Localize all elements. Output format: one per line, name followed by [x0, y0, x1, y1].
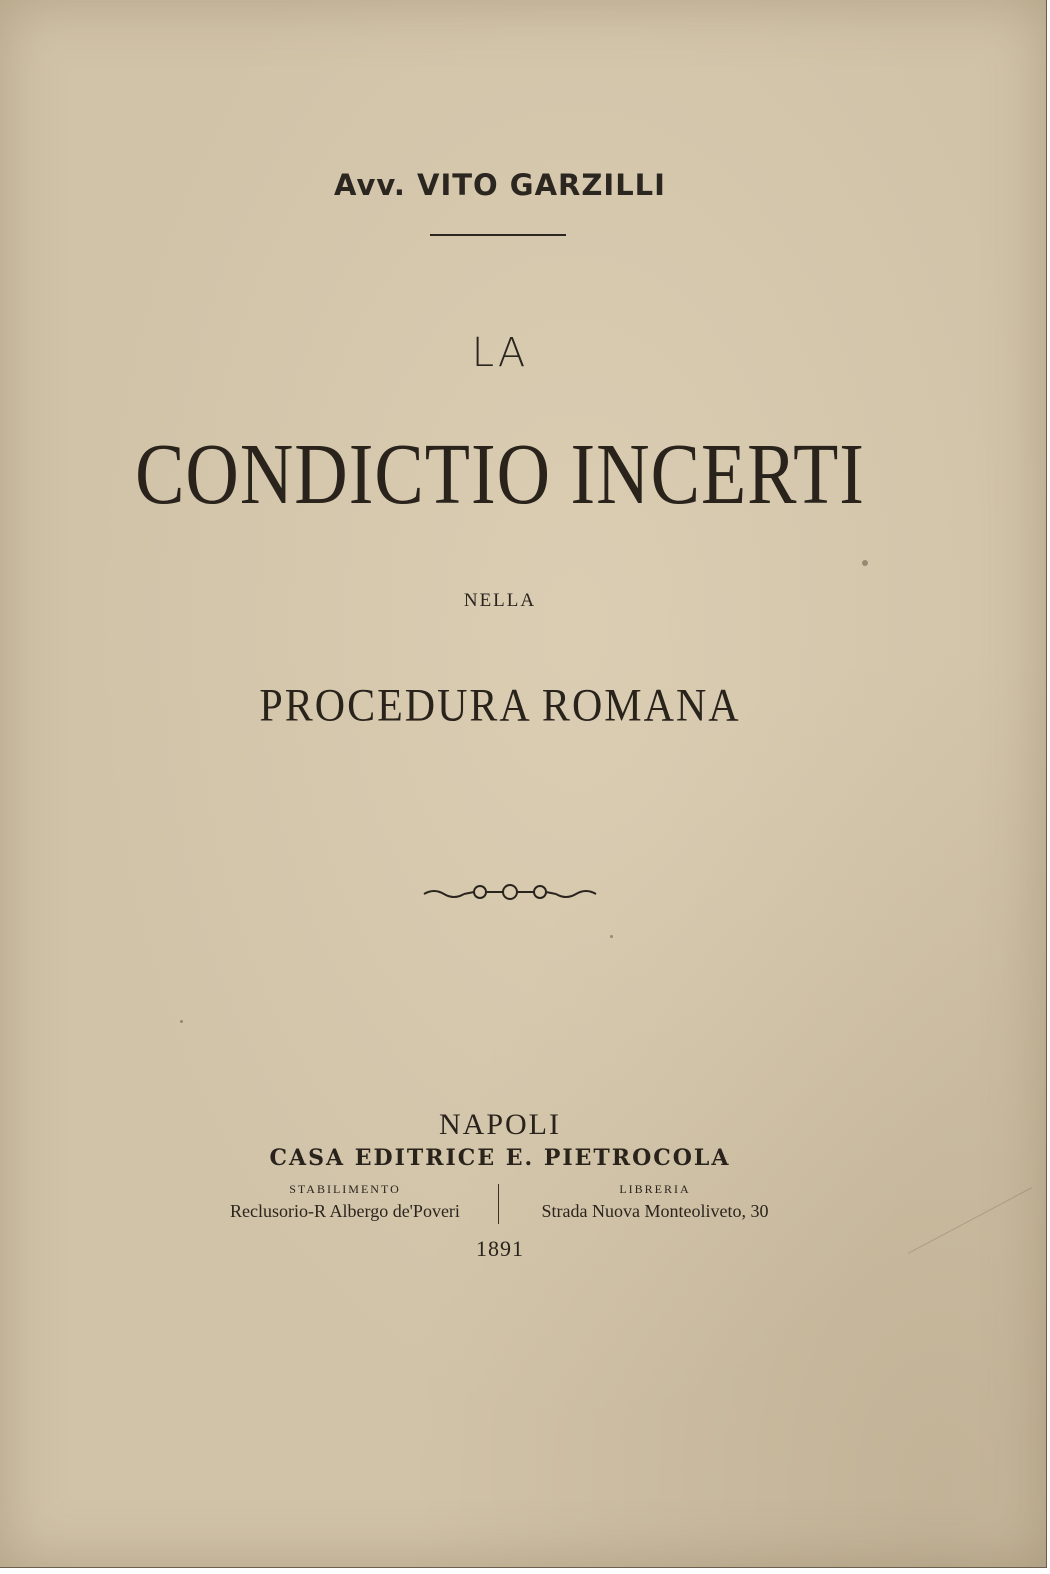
- publisher-addresses: [190, 1182, 810, 1232]
- publication-year: 1891: [476, 1236, 524, 1261]
- title-connector: NELLA: [463, 590, 537, 611]
- publisher-name: CASA EDITRICE E. PIETROCOLA: [269, 1145, 731, 1171]
- address-column-left: [190, 1182, 500, 1222]
- left-heading: STABILIMENTO: [289, 1182, 401, 1196]
- title-main: CONDICTIO INCERTI: [135, 426, 865, 523]
- title-subtitle: PROCEDURA ROMANA: [259, 681, 741, 732]
- paper-spot: [180, 1020, 183, 1023]
- address-divider: [498, 1184, 499, 1224]
- author-name: VITO GARZILLI: [417, 168, 666, 202]
- publisher-city: NAPOLI: [439, 1108, 561, 1141]
- address-column-right: [500, 1182, 810, 1222]
- paper-spot: [610, 935, 613, 938]
- author-prefix: Avv.: [334, 168, 406, 202]
- author-line: [0, 168, 1000, 202]
- title-article: LA: [471, 330, 529, 376]
- author-divider: [430, 234, 566, 236]
- scroll-ornament-icon: [420, 880, 600, 904]
- right-heading: LIBRERIA: [619, 1182, 691, 1196]
- right-address: Strada Nuova Monteoliveto, 30: [541, 1201, 769, 1221]
- paper-spot: [862, 560, 868, 566]
- left-address: Reclusorio-R Albergo de'Poveri: [230, 1201, 460, 1221]
